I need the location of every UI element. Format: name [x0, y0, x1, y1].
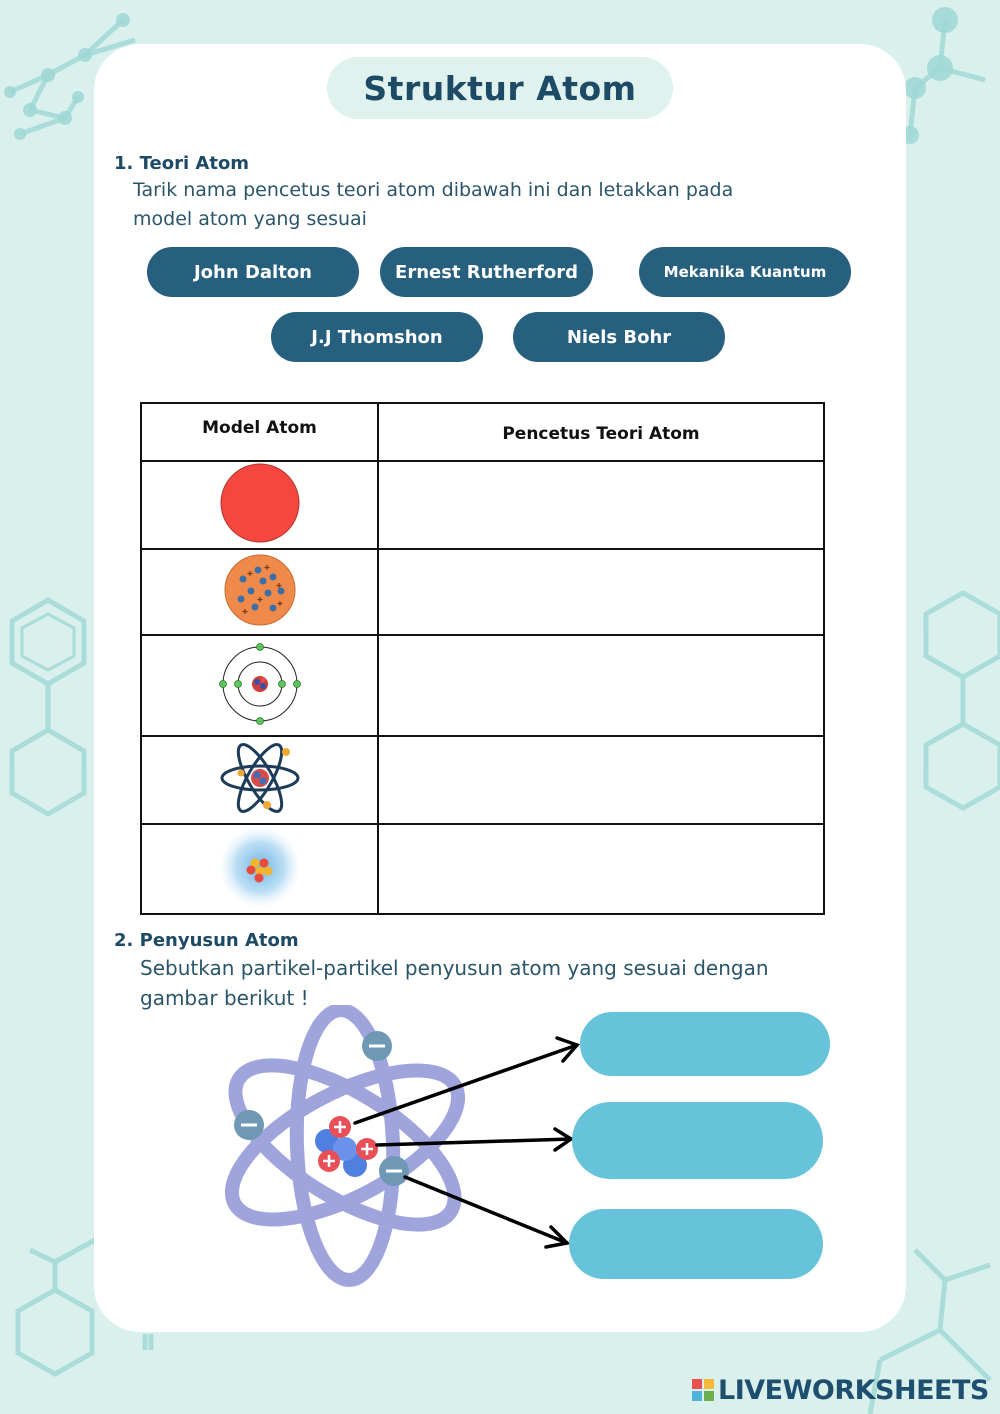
orbital-drop-zone[interactable] — [378, 736, 824, 824]
dalton-model-cell — [141, 461, 378, 549]
quantum-cloud-model-icon — [218, 825, 302, 909]
section2-heading: 2. Penyusun Atom — [114, 930, 299, 951]
rutherford-bohr-model-icon — [219, 643, 301, 725]
brand-square-yellow — [704, 1379, 714, 1389]
chip-jj-thomshon[interactable]: J.J Thomshon — [271, 312, 483, 362]
nucleus — [315, 1116, 378, 1177]
orbital-model-cell — [141, 736, 378, 824]
brand-grid-icon — [692, 1379, 714, 1401]
answer-box-2[interactable] — [572, 1102, 823, 1179]
thomson-model-icon — [223, 553, 297, 627]
chip-john-dalton[interactable]: John Dalton — [147, 247, 359, 297]
section2-instruction-line2: gambar berikut ! — [140, 986, 309, 1010]
atom-structure-diagram — [205, 1005, 595, 1290]
section1-heading: 1. Teori Atom — [114, 153, 250, 174]
thomson-drop-zone[interactable] — [378, 549, 824, 635]
brand-square-red — [692, 1379, 702, 1389]
orbital-model-icon — [219, 740, 301, 816]
dalton-model-icon — [219, 462, 301, 544]
quantum-model-cell — [141, 824, 378, 914]
thomson-model-cell — [141, 549, 378, 635]
answer-box-1[interactable] — [580, 1012, 830, 1076]
brand-square-green — [704, 1391, 714, 1401]
section1-instruction-line2: model atom yang sesuai — [133, 208, 367, 230]
rutherford-drop-zone[interactable] — [378, 635, 824, 736]
chip-niels-bohr[interactable]: Niels Bohr — [513, 312, 725, 362]
rutherford-model-cell — [141, 635, 378, 736]
dalton-drop-zone[interactable] — [378, 461, 824, 549]
brand-square-blue — [692, 1391, 702, 1401]
brand-text: LIVEWORKSHEETS — [718, 1374, 989, 1406]
chip-mekanika-kuantum[interactable]: Mekanika Kuantum — [639, 247, 851, 297]
chip-ernest-rutherford[interactable]: Ernest Rutherford — [380, 247, 593, 297]
table-header-pencetus: Pencetus Teori Atom — [378, 403, 824, 461]
section2-instruction-line1: Sebutkan partikel-partikel penyusun atom yang sesuai dengan — [140, 956, 769, 980]
answer-box-3[interactable] — [569, 1209, 823, 1279]
liveworksheets-logo[interactable] — [692, 1374, 989, 1406]
quantum-drop-zone[interactable] — [378, 824, 824, 914]
page-title: Struktur Atom — [327, 57, 673, 119]
table-header-model: Model Atom — [141, 403, 378, 461]
section1-instruction-line1: Tarik nama pencetus teori atom dibawah ini dan letakkan pada — [133, 179, 734, 201]
atom-model-table — [140, 402, 825, 915]
